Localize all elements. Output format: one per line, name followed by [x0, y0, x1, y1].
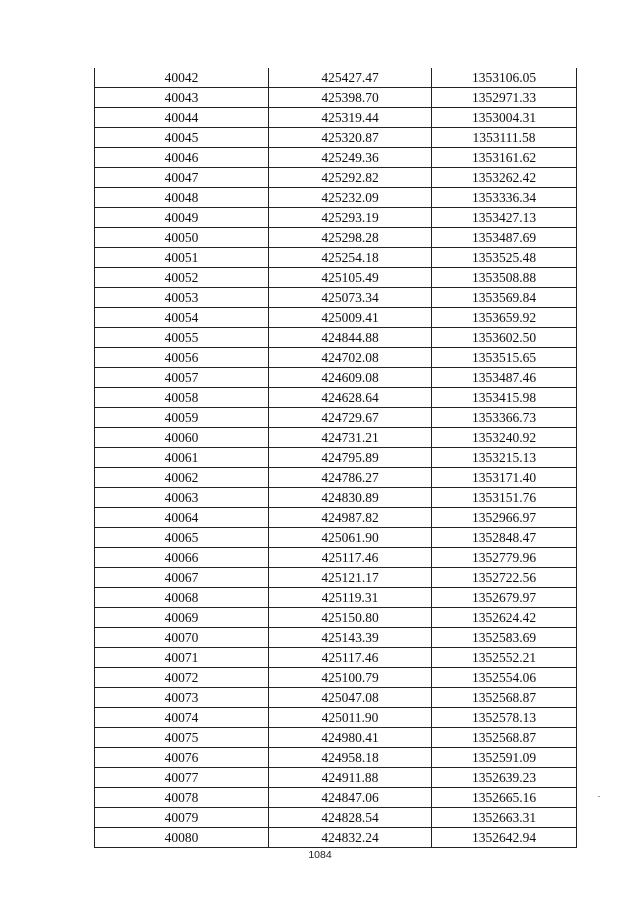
point-id-cell: 40075	[95, 728, 269, 748]
point-id-cell: 40058	[95, 388, 269, 408]
x-coordinate-cell: 424830.89	[269, 488, 432, 508]
table-row	[95, 628, 577, 648]
y-coordinate-cell: 1352971.33	[432, 88, 577, 108]
y-coordinate-cell: 1352966.97	[432, 508, 577, 528]
point-id-cell: 40062	[95, 468, 269, 488]
x-coordinate-cell: 424609.08	[269, 368, 432, 388]
point-id-cell: 40079	[95, 808, 269, 828]
x-coordinate-cell: 425150.80	[269, 608, 432, 628]
x-coordinate-cell: 424795.89	[269, 448, 432, 468]
y-coordinate-cell: 1352554.06	[432, 668, 577, 688]
x-coordinate-cell: 425298.28	[269, 228, 432, 248]
x-coordinate-cell: 424828.54	[269, 808, 432, 828]
table-row	[95, 768, 577, 788]
point-id-cell: 40072	[95, 668, 269, 688]
table-row	[95, 108, 577, 128]
y-coordinate-cell: 1352578.13	[432, 708, 577, 728]
x-coordinate-cell: 425427.47	[269, 68, 432, 88]
point-id-cell: 40078	[95, 788, 269, 808]
y-coordinate-cell: 1353366.73	[432, 408, 577, 428]
point-id-cell: 40043	[95, 88, 269, 108]
table-row	[95, 788, 577, 808]
table-row	[95, 588, 577, 608]
point-id-cell: 40055	[95, 328, 269, 348]
table-row	[95, 188, 577, 208]
x-coordinate-cell: 424958.18	[269, 748, 432, 768]
y-coordinate-cell: 1352624.42	[432, 608, 577, 628]
y-coordinate-cell: 1353215.13	[432, 448, 577, 468]
x-coordinate-cell: 424786.27	[269, 468, 432, 488]
table-row	[95, 128, 577, 148]
y-coordinate-cell: 1352663.31	[432, 808, 577, 828]
table-row	[95, 508, 577, 528]
point-id-cell: 40064	[95, 508, 269, 528]
point-id-cell: 40051	[95, 248, 269, 268]
y-coordinate-cell: 1353427.13	[432, 208, 577, 228]
y-coordinate-cell: 1352639.23	[432, 768, 577, 788]
x-coordinate-cell: 425061.90	[269, 528, 432, 548]
x-coordinate-cell: 425117.46	[269, 548, 432, 568]
y-coordinate-cell: 1352665.16	[432, 788, 577, 808]
x-coordinate-cell: 424832.24	[269, 828, 432, 848]
coordinate-table	[94, 68, 577, 848]
table-row	[95, 548, 577, 568]
x-coordinate-cell: 425047.08	[269, 688, 432, 708]
y-coordinate-cell: 1353525.48	[432, 248, 577, 268]
table-row	[95, 328, 577, 348]
table-row	[95, 88, 577, 108]
x-coordinate-cell: 424987.82	[269, 508, 432, 528]
coordinate-table-container	[94, 68, 576, 848]
x-coordinate-cell: 425105.49	[269, 268, 432, 288]
point-id-cell: 40044	[95, 108, 269, 128]
x-coordinate-cell: 425073.34	[269, 288, 432, 308]
x-coordinate-cell: 425319.44	[269, 108, 432, 128]
table-row	[95, 68, 577, 88]
point-id-cell: 40047	[95, 168, 269, 188]
x-coordinate-cell: 425009.41	[269, 308, 432, 328]
table-row	[95, 308, 577, 328]
table-row	[95, 208, 577, 228]
x-coordinate-cell: 425398.70	[269, 88, 432, 108]
x-coordinate-cell: 425121.17	[269, 568, 432, 588]
point-id-cell: 40066	[95, 548, 269, 568]
y-coordinate-cell: 1353004.31	[432, 108, 577, 128]
y-coordinate-cell: 1352568.87	[432, 688, 577, 708]
y-coordinate-cell: 1353171.40	[432, 468, 577, 488]
point-id-cell: 40063	[95, 488, 269, 508]
y-coordinate-cell: 1353508.88	[432, 268, 577, 288]
scan-speck	[598, 796, 600, 797]
x-coordinate-cell: 425249.36	[269, 148, 432, 168]
x-coordinate-cell: 425100.79	[269, 668, 432, 688]
point-id-cell: 40045	[95, 128, 269, 148]
x-coordinate-cell: 425292.82	[269, 168, 432, 188]
y-coordinate-cell: 1352848.47	[432, 528, 577, 548]
y-coordinate-cell: 1353659.92	[432, 308, 577, 328]
point-id-cell: 40057	[95, 368, 269, 388]
point-id-cell: 40050	[95, 228, 269, 248]
point-id-cell: 40069	[95, 608, 269, 628]
page-number: 1084	[308, 849, 332, 861]
y-coordinate-cell: 1353262.42	[432, 168, 577, 188]
point-id-cell: 40049	[95, 208, 269, 228]
y-coordinate-cell: 1353240.92	[432, 428, 577, 448]
table-row	[95, 248, 577, 268]
x-coordinate-cell: 425119.31	[269, 588, 432, 608]
table-row	[95, 608, 577, 628]
y-coordinate-cell: 1353487.69	[432, 228, 577, 248]
table-row	[95, 428, 577, 448]
x-coordinate-cell: 425254.18	[269, 248, 432, 268]
x-coordinate-cell: 425232.09	[269, 188, 432, 208]
coordinate-table-body	[95, 68, 577, 848]
y-coordinate-cell: 1352779.96	[432, 548, 577, 568]
x-coordinate-cell: 424628.64	[269, 388, 432, 408]
x-coordinate-cell: 424702.08	[269, 348, 432, 368]
table-row	[95, 708, 577, 728]
table-row	[95, 568, 577, 588]
y-coordinate-cell: 1352642.94	[432, 828, 577, 848]
y-coordinate-cell: 1353602.50	[432, 328, 577, 348]
point-id-cell: 40067	[95, 568, 269, 588]
table-row	[95, 488, 577, 508]
x-coordinate-cell: 424847.06	[269, 788, 432, 808]
y-coordinate-cell: 1352583.69	[432, 628, 577, 648]
table-row	[95, 528, 577, 548]
table-row	[95, 288, 577, 308]
table-row	[95, 648, 577, 668]
y-coordinate-cell: 1353515.65	[432, 348, 577, 368]
x-coordinate-cell: 425117.46	[269, 648, 432, 668]
x-coordinate-cell: 425143.39	[269, 628, 432, 648]
y-coordinate-cell: 1352552.21	[432, 648, 577, 668]
y-coordinate-cell: 1352722.56	[432, 568, 577, 588]
table-row	[95, 808, 577, 828]
y-coordinate-cell: 1353415.98	[432, 388, 577, 408]
table-row	[95, 348, 577, 368]
point-id-cell: 40048	[95, 188, 269, 208]
point-id-cell: 40059	[95, 408, 269, 428]
table-row	[95, 728, 577, 748]
x-coordinate-cell: 424980.41	[269, 728, 432, 748]
y-coordinate-cell: 1353151.76	[432, 488, 577, 508]
x-coordinate-cell: 424911.88	[269, 768, 432, 788]
y-coordinate-cell: 1353569.84	[432, 288, 577, 308]
x-coordinate-cell: 425293.19	[269, 208, 432, 228]
x-coordinate-cell: 425011.90	[269, 708, 432, 728]
table-row	[95, 448, 577, 468]
table-row	[95, 668, 577, 688]
point-id-cell: 40052	[95, 268, 269, 288]
point-id-cell: 40073	[95, 688, 269, 708]
point-id-cell: 40077	[95, 768, 269, 788]
y-coordinate-cell: 1353161.62	[432, 148, 577, 168]
table-row	[95, 408, 577, 428]
y-coordinate-cell: 1353111.58	[432, 128, 577, 148]
table-row	[95, 168, 577, 188]
y-coordinate-cell: 1352591.09	[432, 748, 577, 768]
point-id-cell: 40042	[95, 68, 269, 88]
point-id-cell: 40065	[95, 528, 269, 548]
point-id-cell: 40076	[95, 748, 269, 768]
point-id-cell: 40068	[95, 588, 269, 608]
y-coordinate-cell: 1353487.46	[432, 368, 577, 388]
y-coordinate-cell: 1352568.87	[432, 728, 577, 748]
x-coordinate-cell: 424844.88	[269, 328, 432, 348]
point-id-cell: 40074	[95, 708, 269, 728]
point-id-cell: 40053	[95, 288, 269, 308]
x-coordinate-cell: 425320.87	[269, 128, 432, 148]
table-row	[95, 268, 577, 288]
point-id-cell: 40046	[95, 148, 269, 168]
point-id-cell: 40070	[95, 628, 269, 648]
point-id-cell: 40080	[95, 828, 269, 848]
point-id-cell: 40056	[95, 348, 269, 368]
table-row	[95, 828, 577, 848]
y-coordinate-cell: 1352679.97	[432, 588, 577, 608]
table-row	[95, 748, 577, 768]
point-id-cell: 40054	[95, 308, 269, 328]
table-row	[95, 688, 577, 708]
table-row	[95, 228, 577, 248]
point-id-cell: 40071	[95, 648, 269, 668]
point-id-cell: 40060	[95, 428, 269, 448]
table-row	[95, 388, 577, 408]
point-id-cell: 40061	[95, 448, 269, 468]
y-coordinate-cell: 1353336.34	[432, 188, 577, 208]
table-row	[95, 468, 577, 488]
table-row	[95, 148, 577, 168]
x-coordinate-cell: 424731.21	[269, 428, 432, 448]
table-row	[95, 368, 577, 388]
y-coordinate-cell: 1353106.05	[432, 68, 577, 88]
x-coordinate-cell: 424729.67	[269, 408, 432, 428]
